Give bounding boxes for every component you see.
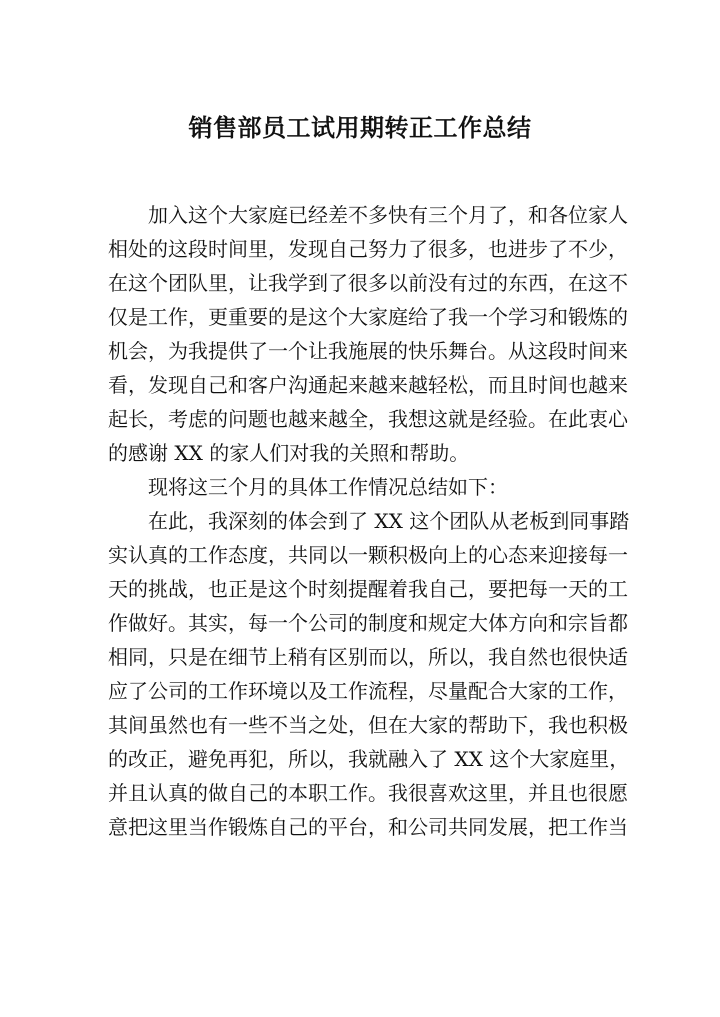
text-line: 在这个团队里，让我学到了很多以前没有过的东西，在这不 [108,271,628,295]
text-line: 机会，为我提供了一个让我施展的快乐舞台。从这段时间来 [108,339,628,363]
text-line: 相同，只是在细节上稍有区别而以，所以，我自然也很快适 [108,645,628,669]
text-line: 其间虽然也有一些不当之处，但在大家的帮助下，我也积极 [108,713,628,737]
text-line: 仅是工作，更重要的是这个大家庭给了我一个学习和锻炼的 [108,305,628,329]
document-body [108,198,630,844]
text-line: 起长，考虑的问题也越来越全，我想这就是经验。在此衷心 [108,407,628,431]
paragraph [108,198,628,470]
text-line: 实认真的工作态度，共同以一颗积极向上的心态来迎接每一 [108,543,628,567]
text-line: 意把这里当作锻炼自己的平台，和公司共同发展，把工作当 [108,815,628,839]
paragraph [108,470,618,504]
paragraph [108,504,630,844]
text-line: 的感谢 XX 的家人们对我的关照和帮助。 [108,441,470,465]
text-line: 在此，我深刻的体会到了 XX 这个团队从老板到同事踏 [148,509,630,533]
text-line: 加入这个大家庭已经差不多快有三个月了，和各位家人 [148,203,628,227]
text-line: 相处的这段时间里，发现自己努力了很多，也进步了不少， [108,237,628,261]
text-line: 看，发现自己和客户沟通起来越来越轻松，而且时间也越来 [108,373,628,397]
text-line: 现将这三个月的具体工作情况总结如下： [148,475,508,499]
text-line: 并且认真的做自己的本职工作。我很喜欢这里，并且也很愿 [108,781,628,805]
text-line: 天的挑战，也正是这个时刻提醒着我自己，要把每一天的工 [108,577,628,601]
text-line: 应了公司的工作环境以及工作流程，尽量配合大家的工作， [108,679,628,703]
document-title: 销售部员工试用期转正工作总结 [188,114,532,142]
text-line: 的改正，避免再犯，所以，我就融入了 XX 这个大家庭里， [108,747,630,771]
text-line: 作做好。其实，每一个公司的制度和规定大体方向和宗旨都 [108,611,628,635]
